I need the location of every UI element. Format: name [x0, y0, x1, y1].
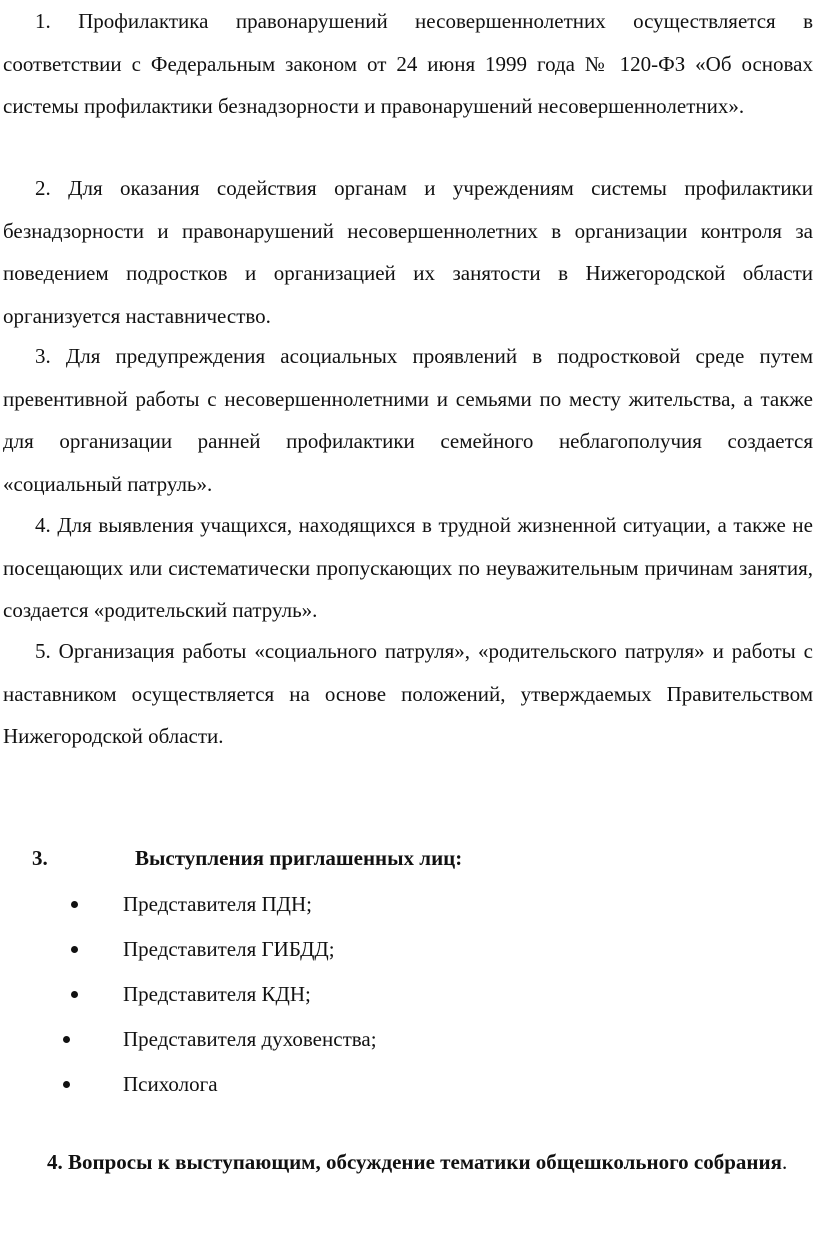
bullet-icon [63, 1081, 70, 1088]
list-item-text: Представителя ГИБДД; [123, 937, 335, 961]
list-item-text: Психолога [123, 1072, 218, 1096]
list-item-text: Представителя КДН; [123, 982, 311, 1006]
list-item [0, 1017, 816, 1062]
bullet-icon [63, 1036, 70, 1043]
list-item-text: Представителя духовенства; [123, 1027, 377, 1051]
invited-speakers-list [0, 882, 816, 1107]
paragraph-1: 1. Профилактика правонарушений несовершеннолетних осуществляется в соответствии с Федеральным законом от 24 июня 1999 года № 120-ФЗ «Об основах системы профилактики безнадзорности и правонарушений несовершеннолетних». [3, 9, 813, 118]
list-item [0, 927, 816, 972]
bullet-icon [71, 901, 78, 908]
paragraph-3: 3. Для предупреждения асоциальных проявлений в подростковой среде путем превентивной работы с несовершеннолетними и семьями по месту жительства, а также для организации ранней профилактики семейного неблагополучия создается «социальный патруль». [3, 344, 813, 496]
section-4-period: . [781, 1150, 788, 1174]
section-4-title: 4. Вопросы к выступающим, обсуждение тематики общешкольного собрания [47, 1150, 782, 1174]
list-item-text: Представителя ПДН; [123, 892, 312, 916]
bullet-icon [71, 991, 78, 998]
section-4-heading [15, 1141, 812, 1183]
list-item [0, 1062, 816, 1107]
bullet-icon [71, 946, 78, 953]
section-3-number: 3. [32, 846, 48, 870]
section-3-title: Выступления приглашенных лиц: [135, 846, 463, 870]
paragraph-5: 5. Организация работы «социального патруля», «родительского патруля» и работы с наставником осуществляется на основе положений, утверждаемых Правительством Нижегородской области. [3, 639, 813, 748]
list-item [0, 882, 816, 927]
list-item [0, 972, 816, 1017]
paragraph-2: 2. Для оказания содействия органам и учреждениям системы профилактики безнадзорности и правонарушений несовершеннолетних в организации контроля за поведением подростков и организацией их занятости в Нижегородской области организуется наставничество. [3, 176, 813, 328]
paragraph-4: 4. Для выявления учащихся, находящихся в трудной жизненной ситуации, а также не посещающих или систематически пропускающих по неуважительным причинам занятия, создается «родительский патруль». [3, 513, 813, 622]
